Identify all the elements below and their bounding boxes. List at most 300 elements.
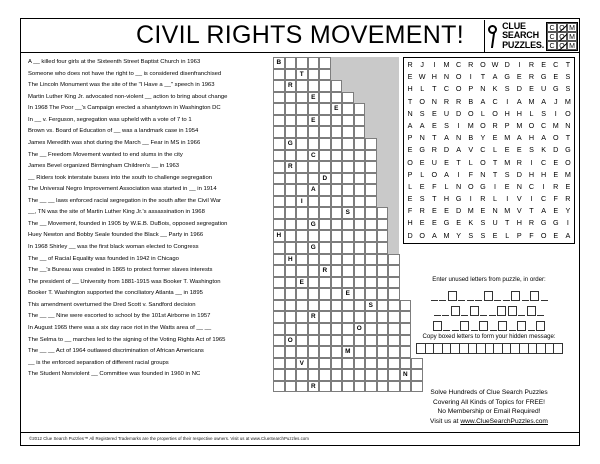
crossword-cell[interactable] bbox=[308, 57, 320, 69]
crossword-cell[interactable] bbox=[319, 103, 331, 115]
word-search-letter[interactable]: I bbox=[542, 181, 545, 191]
crossword-cell[interactable] bbox=[273, 381, 285, 393]
crossword-cell[interactable] bbox=[354, 335, 366, 347]
crossword-cell[interactable] bbox=[377, 288, 389, 300]
word-search-letter[interactable]: A bbox=[444, 169, 449, 179]
crossword-cell[interactable] bbox=[342, 103, 354, 115]
crossword-cell[interactable] bbox=[377, 346, 389, 358]
crossword-cell[interactable] bbox=[319, 300, 331, 312]
word-search-letter[interactable]: M bbox=[504, 133, 511, 143]
word-search-letter[interactable]: U bbox=[431, 157, 437, 167]
crossword-cell[interactable] bbox=[285, 196, 297, 208]
crossword-cell[interactable] bbox=[319, 346, 331, 358]
word-search-letter[interactable]: T bbox=[565, 60, 571, 69]
crossword-cell[interactable] bbox=[285, 103, 297, 115]
crossword-cell[interactable] bbox=[365, 138, 377, 150]
word-search-letter[interactable]: T bbox=[432, 133, 437, 143]
crossword-cell-filled[interactable]: V bbox=[296, 358, 308, 370]
crossword-cell[interactable] bbox=[296, 161, 308, 173]
word-search-letter[interactable]: N bbox=[407, 108, 413, 118]
crossword-cell[interactable] bbox=[319, 254, 331, 266]
crossword-cell[interactable] bbox=[388, 277, 400, 289]
crossword-cell[interactable] bbox=[342, 242, 354, 254]
crossword-cell[interactable] bbox=[354, 184, 366, 196]
crossword-cell[interactable] bbox=[273, 323, 285, 335]
crossword-cell[interactable] bbox=[342, 358, 354, 370]
word-search-letter[interactable]: M bbox=[564, 96, 571, 106]
word-search-letter[interactable]: J bbox=[553, 96, 558, 106]
word-search-letter[interactable]: A bbox=[565, 230, 571, 240]
word-search-letter[interactable]: M bbox=[443, 60, 450, 69]
answer-letter-box[interactable] bbox=[536, 321, 545, 331]
crossword-cell[interactable] bbox=[331, 277, 343, 289]
answer-letter-box[interactable] bbox=[508, 306, 517, 316]
word-search-letter[interactable]: S bbox=[480, 230, 486, 240]
word-search-letter[interactable]: E bbox=[480, 206, 486, 216]
crossword-cell-filled[interactable]: R bbox=[308, 311, 320, 323]
crossword-cell[interactable] bbox=[331, 138, 343, 150]
crossword-cell[interactable] bbox=[365, 173, 377, 185]
crossword-cell[interactable] bbox=[377, 230, 389, 242]
word-search-letter[interactable]: O bbox=[492, 108, 498, 118]
word-search-letter[interactable]: E bbox=[553, 230, 559, 240]
word-search-letter[interactable]: O bbox=[455, 84, 462, 94]
crossword-cell[interactable] bbox=[365, 196, 377, 208]
crossword-cell[interactable] bbox=[273, 126, 285, 138]
crossword-cell[interactable] bbox=[331, 219, 343, 231]
crossword-cell[interactable] bbox=[365, 335, 377, 347]
word-search-letter[interactable]: A bbox=[480, 96, 486, 106]
answer-letter-blank[interactable] bbox=[489, 308, 496, 316]
word-search-letter[interactable]: D bbox=[407, 230, 413, 240]
word-search-letter[interactable]: L bbox=[529, 108, 534, 118]
crossword-cell[interactable] bbox=[377, 323, 389, 335]
crossword-cell[interactable] bbox=[285, 323, 297, 335]
crossword-cell[interactable] bbox=[273, 115, 285, 127]
word-search-letter[interactable]: E bbox=[553, 72, 559, 82]
crossword-cell[interactable] bbox=[342, 92, 354, 104]
crossword-cell-filled[interactable]: S bbox=[365, 300, 377, 312]
word-search-letter[interactable]: N bbox=[419, 133, 425, 143]
word-search-letter[interactable]: S bbox=[565, 84, 571, 94]
crossword-cell[interactable] bbox=[308, 230, 320, 242]
word-search-letter[interactable]: A bbox=[407, 120, 413, 130]
crossword-cell[interactable] bbox=[296, 254, 308, 266]
word-search-letter[interactable]: C bbox=[443, 84, 450, 94]
crossword-cell[interactable] bbox=[319, 311, 331, 323]
crossword-cell[interactable] bbox=[354, 381, 366, 393]
answer-letter-box[interactable] bbox=[484, 291, 493, 301]
crossword-cell[interactable] bbox=[296, 126, 308, 138]
crossword-cell[interactable] bbox=[377, 242, 389, 254]
word-search-letter[interactable]: T bbox=[492, 157, 498, 167]
answer-letter-box[interactable] bbox=[448, 291, 457, 301]
crossword-cell[interactable] bbox=[354, 277, 366, 289]
crossword-cell[interactable] bbox=[354, 138, 366, 150]
word-search-letter[interactable]: L bbox=[505, 230, 510, 240]
crossword-cell[interactable] bbox=[273, 184, 285, 196]
word-search-letter[interactable]: A bbox=[419, 120, 425, 130]
word-search-letter[interactable]: E bbox=[565, 181, 571, 191]
crossword-cell[interactable] bbox=[365, 230, 377, 242]
word-search-letter[interactable]: H bbox=[528, 133, 535, 143]
word-search-letter[interactable]: I bbox=[433, 60, 436, 69]
crossword-cell[interactable] bbox=[354, 288, 366, 300]
word-search-letter[interactable]: Y bbox=[565, 206, 571, 216]
word-search-letter[interactable]: A bbox=[492, 72, 498, 82]
word-search-letter[interactable]: O bbox=[419, 96, 425, 106]
word-search-letter[interactable]: R bbox=[565, 194, 571, 204]
word-search-letter[interactable]: P bbox=[407, 133, 413, 143]
word-search-letter[interactable]: O bbox=[528, 120, 535, 130]
crossword-cell[interactable] bbox=[319, 69, 331, 81]
crossword-cell[interactable] bbox=[388, 265, 400, 277]
word-search-letter[interactable]: H bbox=[504, 108, 510, 118]
word-search-letter[interactable]: M bbox=[443, 230, 450, 240]
word-search-letter[interactable]: S bbox=[504, 169, 510, 179]
word-search-letter[interactable]: B bbox=[468, 133, 474, 143]
word-search-letter[interactable]: O bbox=[552, 133, 559, 143]
crossword-cell[interactable] bbox=[319, 57, 331, 69]
word-search-letter[interactable]: N bbox=[516, 181, 522, 191]
word-search-letter[interactable]: S bbox=[541, 108, 546, 118]
crossword-cell[interactable] bbox=[319, 288, 331, 300]
word-search-letter[interactable]: O bbox=[455, 72, 462, 82]
crossword-cell[interactable] bbox=[308, 126, 320, 138]
crossword-cell[interactable] bbox=[388, 300, 400, 312]
word-search-letter[interactable]: V bbox=[516, 206, 522, 216]
word-search-letter[interactable]: N bbox=[456, 133, 462, 143]
word-search-letter[interactable]: T bbox=[504, 218, 510, 228]
word-search-letter[interactable]: H bbox=[443, 194, 450, 204]
word-search-letter[interactable]: T bbox=[456, 157, 461, 167]
hidden-message-box[interactable] bbox=[553, 343, 563, 354]
word-search-letter[interactable]: E bbox=[419, 157, 425, 167]
crossword-cell[interactable] bbox=[308, 265, 320, 277]
word-search-letter[interactable]: G bbox=[540, 72, 547, 82]
crossword-cell[interactable] bbox=[365, 207, 377, 219]
hidden-message-boxes[interactable] bbox=[403, 343, 575, 354]
crossword-cell-filled[interactable]: E bbox=[342, 288, 354, 300]
word-search-letter[interactable]: R bbox=[443, 96, 450, 106]
crossword-cell-filled[interactable]: E bbox=[296, 277, 308, 289]
word-search-letter[interactable]: E bbox=[553, 169, 559, 179]
crossword-cell[interactable] bbox=[331, 126, 343, 138]
word-search-letter[interactable]: F bbox=[432, 181, 437, 191]
word-search-letter[interactable]: C bbox=[541, 157, 547, 167]
answer-letter-blank[interactable] bbox=[537, 308, 544, 316]
word-search-letter[interactable]: E bbox=[431, 218, 437, 228]
crossword-cell[interactable] bbox=[296, 219, 308, 231]
crossword-cell[interactable] bbox=[411, 369, 423, 381]
crossword-cell[interactable] bbox=[342, 265, 354, 277]
word-search-letter[interactable]: R bbox=[528, 60, 535, 69]
word-search-letter[interactable]: N bbox=[431, 96, 437, 106]
crossword-cell[interactable] bbox=[388, 381, 400, 393]
word-search-letter[interactable]: M bbox=[528, 96, 535, 106]
crossword-cell[interactable] bbox=[285, 126, 297, 138]
crossword-cell[interactable] bbox=[273, 277, 285, 289]
word-search-letter[interactable]: A bbox=[541, 206, 546, 216]
crossword-cell[interactable] bbox=[308, 300, 320, 312]
word-search-letter[interactable]: E bbox=[541, 60, 546, 69]
crossword-cell[interactable] bbox=[285, 242, 297, 254]
crossword-cell[interactable] bbox=[308, 288, 320, 300]
crossword-cell[interactable] bbox=[273, 265, 285, 277]
crossword-cell[interactable] bbox=[273, 196, 285, 208]
crossword-cell[interactable] bbox=[319, 161, 331, 173]
crossword-cell[interactable] bbox=[285, 369, 297, 381]
answer-letter-box[interactable] bbox=[451, 306, 460, 316]
crossword-cell[interactable] bbox=[273, 92, 285, 104]
word-search-letter[interactable]: O bbox=[565, 108, 571, 118]
crossword-cell[interactable] bbox=[377, 300, 389, 312]
word-search-letter[interactable]: N bbox=[480, 84, 486, 94]
word-search-letter[interactable]: R bbox=[431, 145, 437, 155]
crossword-cell[interactable] bbox=[285, 311, 297, 323]
word-search-letter[interactable]: O bbox=[565, 157, 571, 167]
word-search-letter[interactable]: W bbox=[491, 60, 499, 69]
crossword-cell[interactable] bbox=[388, 254, 400, 266]
crossword-cell[interactable] bbox=[354, 358, 366, 370]
word-search-letter[interactable]: I bbox=[506, 96, 509, 106]
crossword-cell[interactable] bbox=[342, 161, 354, 173]
word-search-letter[interactable]: E bbox=[553, 157, 559, 167]
word-search-letter[interactable]: P bbox=[407, 169, 413, 179]
word-search-letter[interactable]: I bbox=[506, 194, 509, 204]
word-search-letter[interactable]: S bbox=[419, 108, 425, 118]
word-search-letter[interactable]: O bbox=[407, 157, 413, 167]
answer-letter-box[interactable] bbox=[527, 306, 536, 316]
crossword-cell[interactable] bbox=[285, 277, 297, 289]
crossword-cell[interactable] bbox=[296, 150, 308, 162]
answer-letter-blank[interactable] bbox=[528, 323, 535, 331]
crossword-cell[interactable] bbox=[285, 288, 297, 300]
word-search-letter[interactable]: E bbox=[407, 72, 413, 82]
crossword-cell[interactable] bbox=[273, 335, 285, 347]
crossword-cell[interactable] bbox=[377, 265, 389, 277]
crossword-cell[interactable] bbox=[365, 242, 377, 254]
word-search-letter[interactable]: K bbox=[492, 84, 498, 94]
crossword-cell[interactable] bbox=[285, 219, 297, 231]
crossword-cell[interactable] bbox=[319, 242, 331, 254]
crossword-cell[interactable] bbox=[342, 184, 354, 196]
word-search-letter[interactable]: D bbox=[553, 145, 559, 155]
crossword-cell[interactable] bbox=[354, 230, 366, 242]
crossword-cell[interactable] bbox=[342, 254, 354, 266]
word-search-letter[interactable]: E bbox=[431, 120, 437, 130]
word-search-letter[interactable]: I bbox=[518, 60, 521, 69]
word-search-letter[interactable]: T bbox=[432, 84, 437, 94]
crossword-cell[interactable] bbox=[296, 184, 308, 196]
crossword-cell[interactable] bbox=[285, 381, 297, 393]
word-search-letter[interactable]: E bbox=[516, 145, 522, 155]
word-search-letter[interactable]: S bbox=[419, 194, 425, 204]
word-search-letter[interactable]: Y bbox=[456, 230, 462, 240]
crossword-cell[interactable] bbox=[296, 207, 308, 219]
crossword-cell[interactable] bbox=[388, 335, 400, 347]
crossword-cell[interactable] bbox=[296, 173, 308, 185]
answer-blank-line-3[interactable] bbox=[403, 316, 575, 331]
crossword-cell[interactable] bbox=[308, 69, 320, 81]
crossword-cell[interactable] bbox=[342, 381, 354, 393]
crossword-cell[interactable] bbox=[388, 369, 400, 381]
crossword-cell[interactable] bbox=[331, 242, 343, 254]
word-search-letter[interactable]: A bbox=[444, 133, 449, 143]
word-search-letter[interactable]: U bbox=[492, 218, 498, 228]
word-search-letter[interactable]: E bbox=[419, 218, 425, 228]
crossword-cell[interactable] bbox=[308, 369, 320, 381]
crossword-cell[interactable] bbox=[308, 254, 320, 266]
crossword-cell[interactable] bbox=[342, 335, 354, 347]
word-search-letter[interactable]: Y bbox=[480, 133, 486, 143]
crossword-cell[interactable] bbox=[365, 288, 377, 300]
crossword-cell[interactable] bbox=[331, 358, 343, 370]
word-search-letter[interactable]: I bbox=[530, 194, 533, 204]
crossword-cell[interactable] bbox=[285, 57, 297, 69]
crossword-cell[interactable] bbox=[296, 138, 308, 150]
word-search-letter[interactable]: D bbox=[504, 60, 510, 69]
answer-letter-blank[interactable] bbox=[471, 323, 478, 331]
word-search-letter[interactable]: B bbox=[468, 96, 474, 106]
crossword-cell[interactable] bbox=[331, 230, 343, 242]
word-search-letter[interactable]: C bbox=[553, 60, 559, 69]
answer-letter-blank[interactable] bbox=[461, 308, 468, 316]
crossword-cell[interactable] bbox=[411, 358, 423, 370]
crossword-cell-filled[interactable]: R bbox=[285, 161, 297, 173]
answer-letter-blank[interactable] bbox=[522, 293, 529, 301]
word-search-letter[interactable]: E bbox=[431, 206, 437, 216]
crossword-cell[interactable] bbox=[365, 265, 377, 277]
word-search-letter[interactable]: V bbox=[468, 145, 474, 155]
crossword-cell[interactable] bbox=[354, 207, 366, 219]
crossword-cell[interactable] bbox=[319, 230, 331, 242]
word-search-letter[interactable]: T bbox=[529, 206, 534, 216]
crossword-cell[interactable] bbox=[319, 138, 331, 150]
word-search-letter[interactable]: S bbox=[504, 84, 510, 94]
crossword-cell[interactable] bbox=[285, 207, 297, 219]
word-search-letter[interactable]: P bbox=[516, 230, 522, 240]
crossword-cell[interactable] bbox=[319, 219, 331, 231]
word-search-letter[interactable]: T bbox=[432, 194, 437, 204]
crossword-cell[interactable] bbox=[296, 265, 308, 277]
word-search-letter[interactable]: A bbox=[541, 133, 546, 143]
crossword-cell-filled[interactable]: H bbox=[285, 254, 297, 266]
crossword-cell[interactable] bbox=[285, 115, 297, 127]
word-search-letter[interactable]: R bbox=[480, 194, 486, 204]
crossword-cell[interactable] bbox=[285, 184, 297, 196]
crossword-cell[interactable] bbox=[377, 219, 389, 231]
crossword-cell[interactable] bbox=[308, 161, 320, 173]
word-search-letter[interactable]: H bbox=[407, 218, 413, 228]
answer-letter-blank[interactable] bbox=[431, 293, 438, 301]
word-search-letter[interactable]: I bbox=[530, 157, 533, 167]
answer-letter-box[interactable] bbox=[497, 306, 506, 316]
word-search-letter[interactable]: U bbox=[541, 84, 547, 94]
crossword-cell[interactable] bbox=[319, 335, 331, 347]
answer-letter-blank[interactable] bbox=[509, 323, 516, 331]
word-search-letter[interactable]: L bbox=[480, 108, 485, 118]
word-search-letter[interactable]: C bbox=[541, 120, 547, 130]
crossword-cell[interactable] bbox=[319, 196, 331, 208]
crossword-cell[interactable] bbox=[308, 80, 320, 92]
crossword-cell[interactable] bbox=[331, 346, 343, 358]
crossword-cell[interactable] bbox=[273, 80, 285, 92]
crossword-cell[interactable] bbox=[354, 346, 366, 358]
word-search-letter[interactable]: D bbox=[456, 108, 462, 118]
answer-blank-line-2[interactable] bbox=[403, 301, 575, 316]
crossword-cell[interactable] bbox=[296, 288, 308, 300]
word-search-letter[interactable]: G bbox=[504, 72, 510, 82]
crossword-cell[interactable] bbox=[354, 150, 366, 162]
word-search-letter[interactable]: I bbox=[566, 218, 569, 228]
crossword-cell[interactable] bbox=[308, 335, 320, 347]
crossword-cell[interactable] bbox=[319, 126, 331, 138]
answer-letter-box[interactable] bbox=[479, 321, 488, 331]
word-search-letter[interactable]: H bbox=[516, 108, 522, 118]
word-search-letter[interactable]: M bbox=[516, 120, 523, 130]
word-search-letter[interactable]: R bbox=[419, 206, 425, 216]
crossword-cell[interactable] bbox=[308, 207, 320, 219]
crossword-cell-filled[interactable]: T bbox=[296, 69, 308, 81]
word-search-letter[interactable]: E bbox=[431, 108, 437, 118]
crossword-cell[interactable] bbox=[285, 150, 297, 162]
crossword-cell[interactable] bbox=[354, 300, 366, 312]
crossword-cell[interactable] bbox=[308, 346, 320, 358]
word-search-letter[interactable]: G bbox=[455, 194, 462, 204]
crossword-cell[interactable] bbox=[273, 69, 285, 81]
crossword-cell[interactable] bbox=[331, 288, 343, 300]
crossword-cell[interactable] bbox=[296, 92, 308, 104]
word-search-letter[interactable]: E bbox=[407, 145, 413, 155]
word-search-letter[interactable]: N bbox=[443, 72, 450, 82]
crossword-cell[interactable] bbox=[331, 92, 343, 104]
answer-letter-blank[interactable] bbox=[434, 308, 441, 316]
answer-letter-box[interactable] bbox=[498, 321, 507, 331]
word-search-letter[interactable]: M bbox=[504, 157, 511, 167]
crossword-cell-filled[interactable]: R bbox=[308, 381, 320, 393]
crossword-cell[interactable] bbox=[319, 80, 331, 92]
crossword-cell[interactable] bbox=[285, 265, 297, 277]
crossword-cell[interactable] bbox=[342, 173, 354, 185]
crossword-cell[interactable] bbox=[342, 150, 354, 162]
answer-letter-blank[interactable] bbox=[452, 323, 459, 331]
crossword-cell[interactable] bbox=[296, 381, 308, 393]
crossword-cell[interactable] bbox=[331, 254, 343, 266]
word-search-letter[interactable]: L bbox=[420, 84, 425, 94]
crossword-cell-filled[interactable]: A bbox=[308, 184, 320, 196]
word-search-letter[interactable]: E bbox=[456, 218, 462, 228]
crossword-cell[interactable] bbox=[354, 254, 366, 266]
crossword-cell-filled[interactable]: R bbox=[319, 265, 331, 277]
crossword-cell[interactable] bbox=[354, 265, 366, 277]
crossword-cell[interactable] bbox=[354, 196, 366, 208]
crossword-cell[interactable] bbox=[273, 311, 285, 323]
crossword-cell-filled[interactable]: G bbox=[285, 138, 297, 150]
word-search-letter[interactable]: L bbox=[408, 181, 413, 191]
word-search-letter[interactable]: O bbox=[419, 230, 425, 240]
answer-letter-blank[interactable] bbox=[475, 293, 482, 301]
crossword-cell[interactable] bbox=[377, 335, 389, 347]
word-search-letter[interactable]: G bbox=[565, 145, 571, 155]
word-search-letter[interactable]: E bbox=[444, 157, 449, 167]
crossword-cell-filled[interactable]: R bbox=[285, 80, 297, 92]
word-search-letter[interactable]: T bbox=[492, 169, 498, 179]
crossword-cell[interactable] bbox=[388, 358, 400, 370]
crossword-cell[interactable] bbox=[273, 150, 285, 162]
crossword-cell[interactable] bbox=[296, 300, 308, 312]
crossword-cell[interactable] bbox=[273, 254, 285, 266]
